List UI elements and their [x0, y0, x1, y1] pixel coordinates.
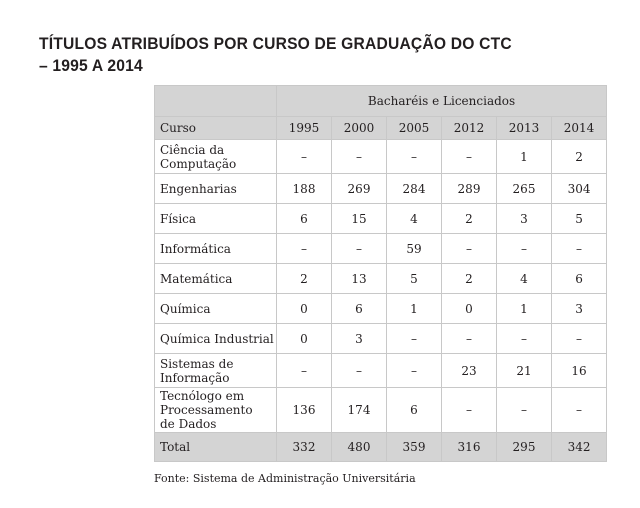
- total-label: Total: [155, 433, 277, 462]
- course-label-line: Sistemas de: [160, 356, 234, 371]
- value-cell: 6: [552, 264, 607, 294]
- value-cell: –: [387, 354, 442, 388]
- course-cell: [155, 174, 277, 204]
- course-cell: [155, 324, 277, 354]
- value-cell: 6: [277, 204, 332, 234]
- course-cell: [155, 140, 277, 174]
- value-cell: 2: [442, 264, 497, 294]
- course-cell: [155, 294, 277, 324]
- value-cell: –: [497, 234, 552, 264]
- value-cell: –: [442, 234, 497, 264]
- table-row: [155, 174, 607, 204]
- value-cell: –: [332, 140, 387, 174]
- page-title: [39, 33, 554, 77]
- value-cell: –: [277, 234, 332, 264]
- value-cell: 6: [332, 294, 387, 324]
- table-body: [155, 140, 607, 462]
- value-cell: –: [442, 140, 497, 174]
- total-row: [155, 433, 607, 462]
- value-cell: –: [332, 234, 387, 264]
- value-cell: –: [277, 140, 332, 174]
- course-label-line: Física: [160, 211, 197, 226]
- course-cell: [155, 204, 277, 234]
- course-label-line: Química Industrial: [160, 331, 274, 346]
- total-value: 342: [552, 433, 607, 462]
- value-cell: 3: [552, 294, 607, 324]
- value-cell: –: [497, 324, 552, 354]
- table-row: [155, 234, 607, 264]
- value-cell: 1: [387, 294, 442, 324]
- course-label-line: Ciência da: [160, 142, 225, 157]
- value-cell: 2: [277, 264, 332, 294]
- table-row: [155, 264, 607, 294]
- value-cell: 0: [277, 294, 332, 324]
- value-cell: –: [387, 140, 442, 174]
- value-cell: 289: [442, 174, 497, 204]
- value-cell: 1: [497, 294, 552, 324]
- value-cell: 13: [332, 264, 387, 294]
- value-cell: 4: [497, 264, 552, 294]
- value-cell: 5: [552, 204, 607, 234]
- total-value: 359: [387, 433, 442, 462]
- table-row: [155, 324, 607, 354]
- course-label-line: de Dados: [160, 417, 217, 431]
- course-cell: [155, 354, 277, 388]
- value-cell: 16: [552, 354, 607, 388]
- value-cell: 21: [497, 354, 552, 388]
- value-cell: –: [552, 234, 607, 264]
- value-cell: 2: [552, 140, 607, 174]
- value-cell: 188: [277, 174, 332, 204]
- total-value: 332: [277, 433, 332, 462]
- total-value: 295: [497, 433, 552, 462]
- value-cell: 3: [497, 204, 552, 234]
- value-cell: –: [442, 324, 497, 354]
- value-cell: –: [277, 354, 332, 388]
- year-header: 2013: [497, 117, 552, 140]
- course-label-line: Informação: [160, 370, 230, 385]
- year-header: 2014: [552, 117, 607, 140]
- value-cell: 265: [497, 174, 552, 204]
- table-row: [155, 140, 607, 174]
- title-line-2: – 1995 A 2014: [39, 56, 143, 75]
- value-cell: 3: [332, 324, 387, 354]
- title-line-1: TÍTULOS ATRIBUÍDOS POR CURSO DE GRADUAÇÃO DO CTC: [39, 34, 512, 53]
- table-row: [155, 204, 607, 234]
- value-cell: –: [442, 388, 497, 433]
- table-row: [155, 354, 607, 388]
- degrees-table: [154, 85, 607, 462]
- value-cell: 5: [387, 264, 442, 294]
- value-cell: –: [332, 354, 387, 388]
- course-label-line: Engenharias: [160, 181, 237, 196]
- value-cell: 136: [277, 388, 332, 433]
- value-cell: 59: [387, 234, 442, 264]
- value-cell: 174: [332, 388, 387, 433]
- total-value: 480: [332, 433, 387, 462]
- value-cell: –: [497, 388, 552, 433]
- value-cell: 304: [552, 174, 607, 204]
- corner-cell: [155, 86, 277, 117]
- course-label-line: Tecnólogo em: [160, 389, 245, 403]
- year-header: 2000: [332, 117, 387, 140]
- total-value: 316: [442, 433, 497, 462]
- course-cell: [155, 388, 277, 433]
- course-label-line: Química: [160, 301, 211, 316]
- year-header: 2012: [442, 117, 497, 140]
- value-cell: 4: [387, 204, 442, 234]
- course-label-line: Informática: [160, 241, 231, 256]
- value-cell: 1: [497, 140, 552, 174]
- value-cell: 15: [332, 204, 387, 234]
- course-label-line: Matemática: [160, 271, 233, 286]
- course-cell: [155, 264, 277, 294]
- value-cell: –: [552, 388, 607, 433]
- value-cell: 0: [277, 324, 332, 354]
- value-cell: 6: [387, 388, 442, 433]
- course-label-line: Computação: [160, 156, 237, 171]
- year-header: 1995: [277, 117, 332, 140]
- value-cell: 269: [332, 174, 387, 204]
- value-cell: –: [552, 324, 607, 354]
- value-cell: 0: [442, 294, 497, 324]
- source-note: Fonte: Sistema de Administração Universitária: [154, 472, 416, 485]
- value-cell: –: [387, 324, 442, 354]
- table-row: [155, 294, 607, 324]
- course-label-line: Processamento: [160, 403, 253, 417]
- value-cell: 23: [442, 354, 497, 388]
- year-header: 2005: [387, 117, 442, 140]
- group-header: Bacharéis e Licenciados: [277, 86, 607, 117]
- table-row: [155, 388, 607, 433]
- course-cell: [155, 234, 277, 264]
- value-cell: 284: [387, 174, 442, 204]
- value-cell: 2: [442, 204, 497, 234]
- course-header: Curso: [155, 117, 277, 140]
